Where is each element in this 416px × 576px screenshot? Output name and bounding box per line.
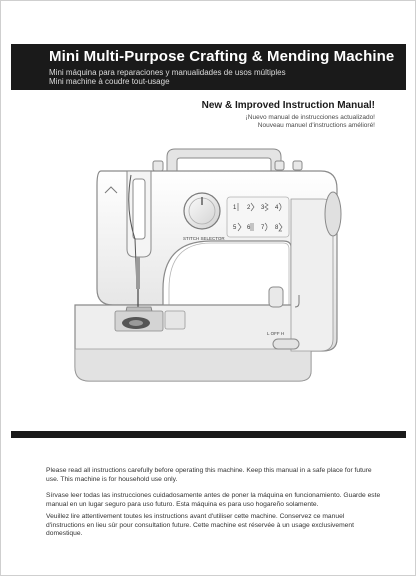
notice-spanish: Sírvase leer todas las instrucciones cuidadosamente antes de poner la máquina en funcionamiento. Guarde este manual en un lugar seguro para uso futuro. Esta máquina es para uso hogareño solamente.: [46, 492, 381, 508]
top-knob-right-2: [293, 161, 302, 170]
top-knob-left: [153, 161, 163, 171]
sewing-machine-illustration: [61, 139, 351, 399]
stitch-number: 1: [233, 205, 237, 211]
stitch-selector-label: STITCH SELECTOR: [183, 236, 225, 241]
base-front: [75, 349, 311, 381]
needle-bar: [136, 257, 140, 289]
thread-guide: [133, 179, 145, 239]
stitch-number: 8: [275, 225, 279, 231]
product-subtitle-spanish: Mini máquina para reparaciones y manualidades de usos múltiples: [49, 68, 286, 77]
product-subtitle-french: Mini machine à coudre tout-usage: [49, 77, 170, 86]
manual-heading: New & Improved Instruction Manual!: [201, 100, 375, 111]
manual-heading-french: Nouveau manuel d'instructions amélioré!: [257, 122, 375, 129]
stitch-number: 5: [233, 225, 237, 231]
power-switch-label: L OFF H: [267, 331, 285, 336]
notice-english: Please read all instructions carefully before operating this machine. Keep this manual in a safe place for future use. This machine is for household use only.: [46, 467, 372, 483]
stitch-number: 2: [247, 205, 251, 211]
manual-heading-spanish: ¡Nuevo manual de instrucciones actualizado!: [245, 114, 375, 121]
carry-handle: [167, 149, 281, 171]
stitch-number: 6: [247, 225, 251, 231]
notice-french: Veuillez lire attentivement toutes les instructions avant d'utiliser cette machine. Conservez ce manuel d'instructions en lieu sûr pour consultation future. Cette machine est réservée à un usage exclusivement domestique.: [46, 513, 354, 538]
hand-wheel: [325, 192, 341, 236]
stitch-number: 7: [261, 225, 265, 231]
product-title: Mini Multi-Purpose Crafting & Mending Machine: [49, 48, 395, 65]
power-switch: [273, 339, 299, 349]
top-knob-right-1: [275, 161, 284, 170]
reverse-lever: [269, 287, 283, 307]
divider-band: [11, 431, 406, 438]
stitch-number: 3: [261, 205, 265, 211]
stitch-number: 4: [275, 205, 279, 211]
accessory-tray: [165, 311, 185, 329]
